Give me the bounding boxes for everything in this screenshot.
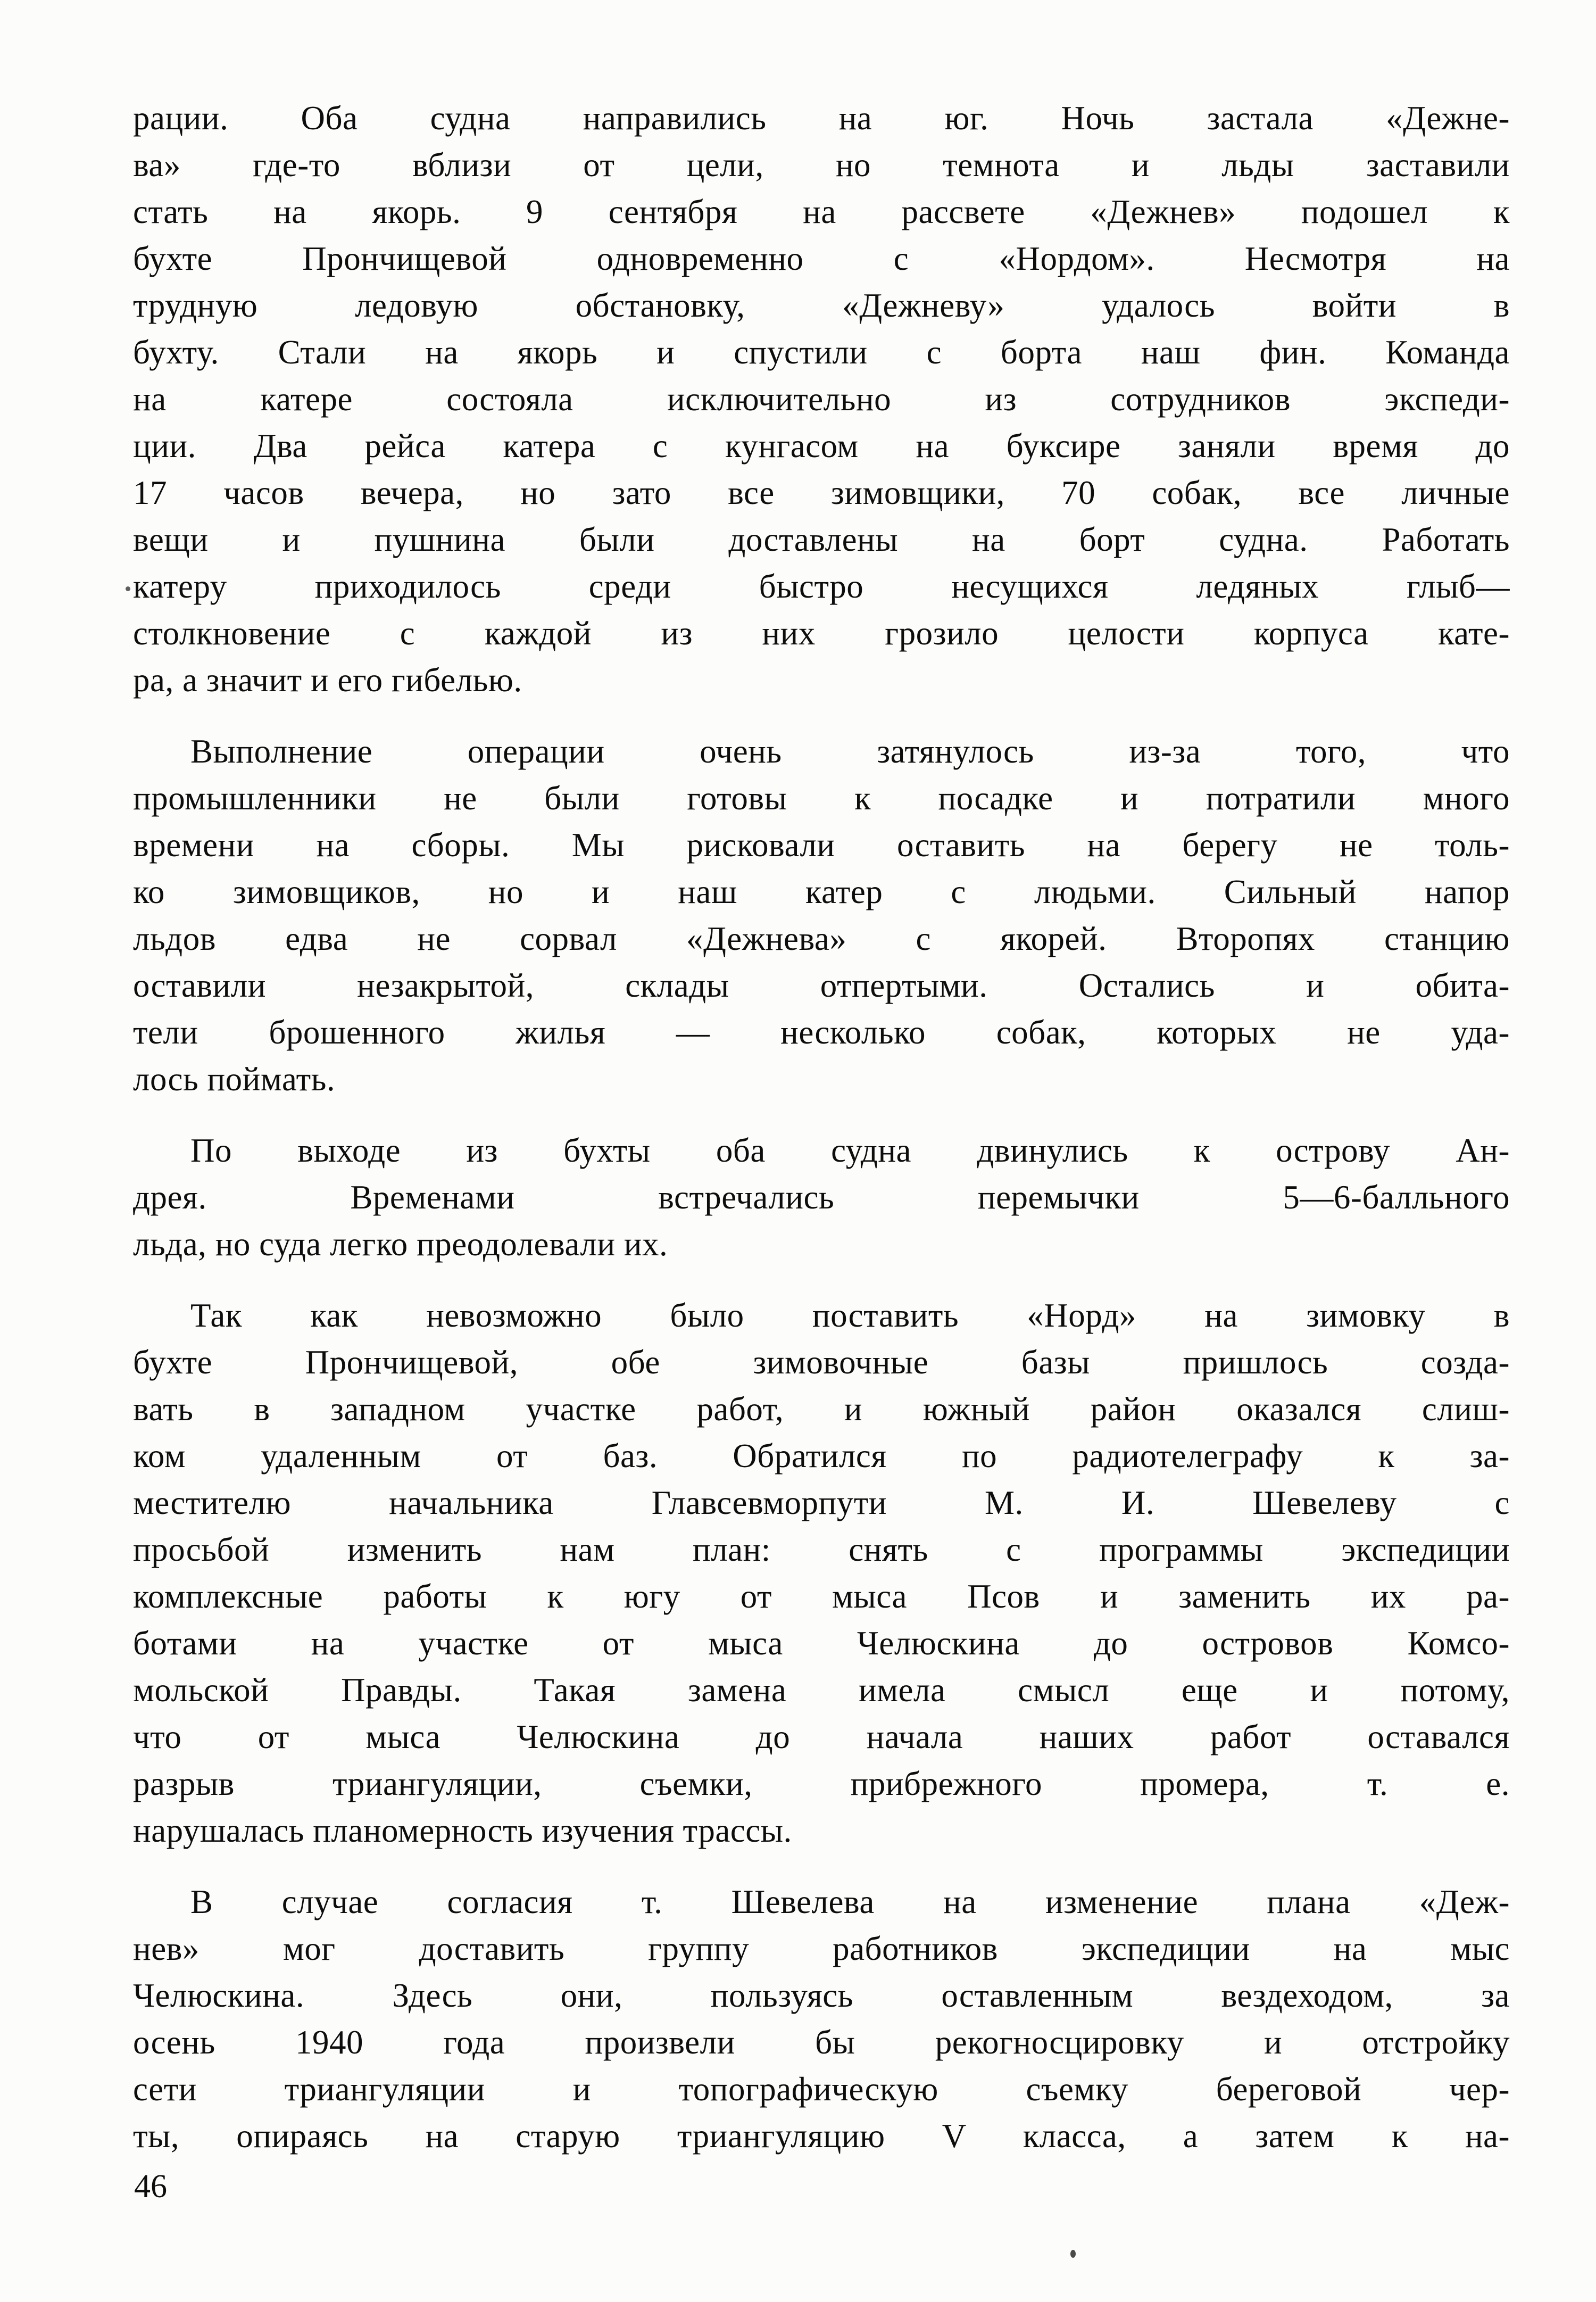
text-line: ботами на участке от мыса Челюскина до островов Комсо- bbox=[133, 1625, 1510, 1662]
text-block bbox=[133, 95, 1510, 2159]
text-line: ции. Два рейса катера с кунгасом на буксире заняли время до bbox=[133, 427, 1510, 465]
text-line: что от мыса Челюскина до начала наших работ оставался bbox=[133, 1718, 1510, 1756]
text-line: нарушалась планомерность изучения трассы. bbox=[133, 1812, 792, 1849]
paragraph bbox=[133, 1878, 1510, 2159]
text-line: на катере состояла исключительно из сотрудников экспеди- bbox=[133, 380, 1510, 418]
text-line: дрея. Временами встречались перемычки 5—6-балльного bbox=[133, 1179, 1510, 1216]
page-number: 46 bbox=[134, 2168, 167, 2205]
text-line: комплексные работы к югу от мыса Псов и заменить их ра- bbox=[133, 1578, 1510, 1615]
text-line: ком удаленным от баз. Обратился по радиотелеграфу к за- bbox=[133, 1437, 1510, 1475]
text-line: вещи и пушнина были доставлены на борт судна. Работать bbox=[133, 521, 1510, 558]
text-line: Так как невозможно было поставить «Норд» на зимовку в bbox=[190, 1297, 1510, 1334]
text-line: льда, но суда легко преодолевали их. bbox=[133, 1225, 668, 1263]
text-line: трудную ледовую обстановку, «Дежневу» удалось войти в bbox=[133, 287, 1510, 324]
text-line: столкновение с каждой из них грозило целости корпуса кате- bbox=[133, 615, 1510, 652]
text-line: разрыв триангуляции, съемки, прибрежного промера, т. е. bbox=[133, 1765, 1510, 1802]
text-line: ра, а значит и его гибелью. bbox=[133, 661, 522, 699]
paragraph bbox=[133, 1292, 1510, 1854]
text-line: стать на якорь. 9 сентября на рассвете «Дежнев» подошел к bbox=[133, 193, 1510, 230]
text-line: промышленники не были готовы к посадке и потратили много bbox=[133, 780, 1510, 817]
text-line: мольской Правды. Такая замена имела смысл еще и потому, bbox=[133, 1671, 1510, 1709]
text-line: 17 часов вечера, но зато все зимовщики, 70 собак, все личные bbox=[133, 474, 1510, 511]
text-line: сети триангуляции и топографическую съемку береговой чер- bbox=[133, 2071, 1510, 2108]
scan-speck bbox=[126, 586, 130, 591]
text-line: тели брошенного жилья — несколько собак, которых не уда- bbox=[133, 1014, 1510, 1051]
text-line: осень 1940 года произвели бы рекогносцировку и отстройку bbox=[133, 2024, 1510, 2061]
text-line: бухте Прончищевой одновременно с «Нордом». Несмотря на bbox=[133, 240, 1510, 277]
text-line: бухте Прончищевой, обе зимовочные базы пришлось созда- bbox=[133, 1344, 1510, 1381]
scan-speck bbox=[1070, 2250, 1076, 2258]
text-line: Челюскина. Здесь они, пользуясь оставленным вездеходом, за bbox=[133, 1977, 1510, 2014]
text-line: рации. Оба судна направились на юг. Ночь застала «Дежне- bbox=[133, 100, 1510, 137]
text-line: льдов едва не сорвал «Дежнева» с якорей. Второпях станцию bbox=[133, 920, 1510, 957]
text-line: просьбой изменить нам план: снять с программы экспедиции bbox=[133, 1531, 1510, 1568]
text-line: оставили незакрытой, склады отпертыми. Остались и обита- bbox=[133, 967, 1510, 1004]
text-line: вать в западном участке работ, и южный район оказался слиш- bbox=[133, 1390, 1510, 1428]
text-line: бухту. Стали на якорь и спустили с борта наш фин. Команда bbox=[133, 334, 1510, 371]
text-line: местителю начальника Главсевморпути М. И. Шевелеву с bbox=[133, 1484, 1510, 1521]
text-line: времени на сборы. Мы рисковали оставить на берегу не толь- bbox=[133, 826, 1510, 864]
paragraph bbox=[133, 728, 1510, 1103]
text-line: катеру приходилось среди быстро несущихся ледяных глыб— bbox=[133, 568, 1510, 605]
text-line: По выходе из бухты оба судна двинулись к острову Ан- bbox=[190, 1132, 1510, 1169]
text-line: ты, опираясь на старую триангуляцию V класса, а затем к на- bbox=[133, 2117, 1510, 2155]
text-line: Выполнение операции очень затянулось из-за того, что bbox=[190, 733, 1510, 770]
text-line: нев» мог доставить группу работников экспедиции на мыс bbox=[133, 1930, 1510, 1967]
paragraph bbox=[133, 1127, 1510, 1268]
text-line: В случае согласия т. Шевелева на изменение плана «Деж- bbox=[190, 1883, 1510, 1920]
text-line: лось поймать. bbox=[133, 1061, 336, 1098]
text-line: ко зимовщиков, но и наш катер с людьми. Сильный напор bbox=[133, 873, 1510, 910]
text-line: ва» где-то вблизи от цели, но темнота и льды заставили bbox=[133, 146, 1510, 184]
paragraph bbox=[133, 95, 1510, 703]
